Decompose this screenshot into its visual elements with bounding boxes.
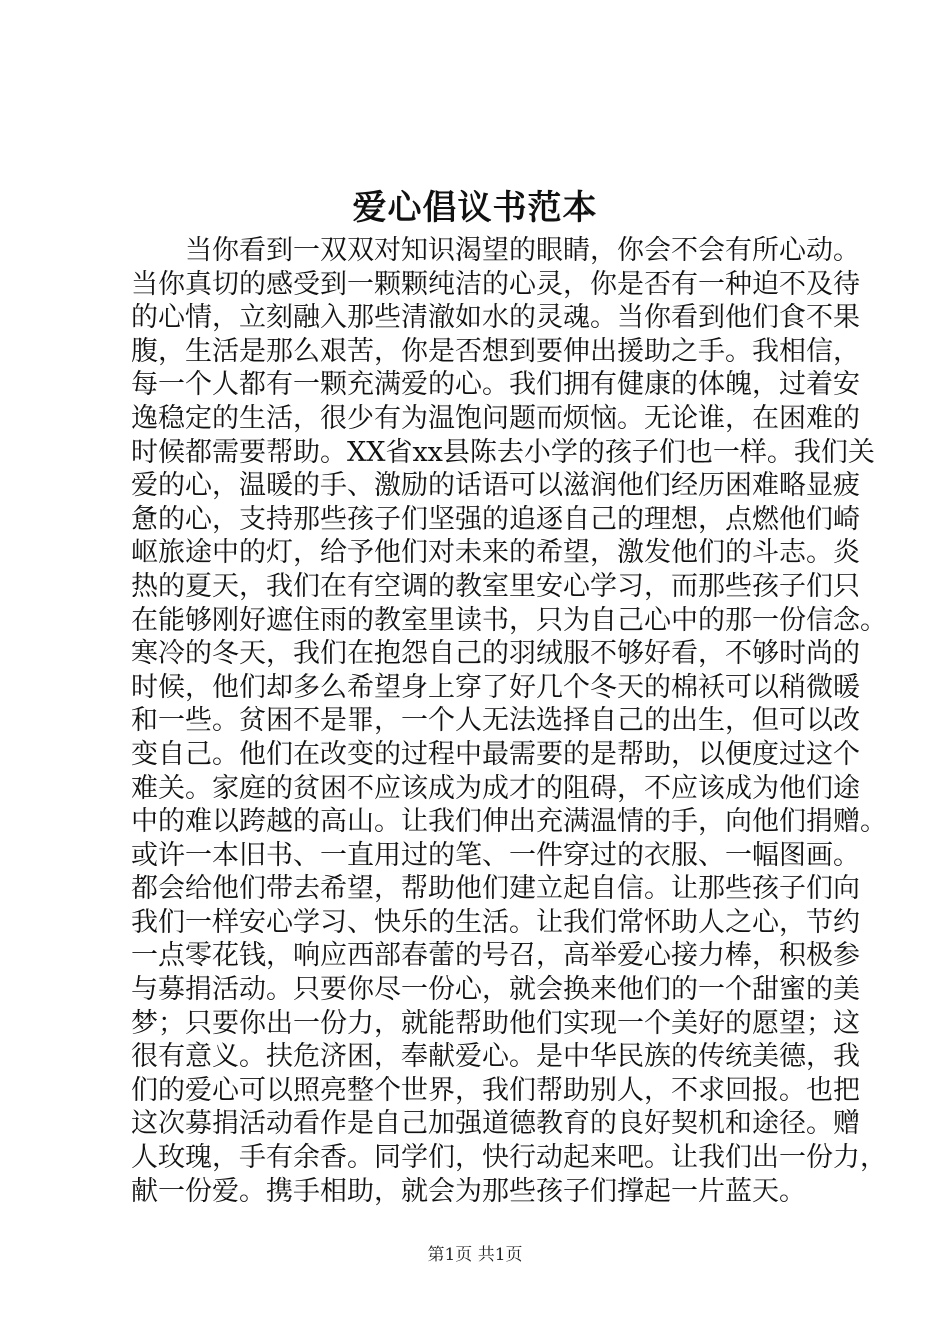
body-line: 当你看到一双双对知识渴望的眼睛，你会不会有所心动。 bbox=[185, 235, 860, 266]
body-line: 热的夏天，我们在有空调的教室里安心学习，而那些孩子们只 bbox=[131, 570, 860, 602]
body-line: 当你真切的感受到一颗颗纯洁的心灵，你是否有一种迫不及待 bbox=[131, 268, 860, 300]
body-line: 我们一样安心学习、快乐的生活。让我们常怀助人之心，节约 bbox=[131, 906, 860, 938]
body-line: 中的难以跨越的高山。让我们伸出充满温情的手，向他们捐赠。 bbox=[131, 806, 887, 838]
body-line: 献一份爱。携手相助，就会为那些孩子们撑起一片蓝天。 bbox=[131, 1175, 806, 1207]
page-number-footer: 第1页 共1页 bbox=[427, 1245, 523, 1265]
body-line: 这次募捐活动看作是自己加强道德教育的良好契机和途径。赠 bbox=[131, 1108, 860, 1140]
body-line: 的心情，立刻融入那些清澈如水的灵魂。当你看到他们食不果 bbox=[131, 302, 860, 334]
document-title: 爱心倡议书范本 bbox=[352, 188, 598, 228]
body-line: 时候，他们却多么希望身上穿了好几个冬天的棉袄可以稍微暖 bbox=[131, 671, 860, 703]
body-line: 和一些。贫困不是罪，一个人无法选择自己的出生，但可以改 bbox=[131, 705, 860, 737]
body-line: 们的爱心可以照亮整个世界，我们帮助别人，不求回报。也把 bbox=[131, 1074, 860, 1106]
body-line: 时候都需要帮助。XX省xx县陈去小学的孩子们也一样。我们关 bbox=[131, 436, 875, 468]
body-line: 与募捐活动。只要你尽一份心，就会换来他们的一个甜蜜的美 bbox=[131, 974, 860, 1006]
body-line: 逸稳定的生活，很少有为温饱问题而烦恼。无论谁，在困难的 bbox=[131, 402, 860, 434]
body-line: 人玫瑰，手有余香。同学们，快行动起来吧。让我们出一份力， bbox=[131, 1142, 887, 1174]
body-line: 难关。家庭的贫困不应该成为成才的阻碍，不应该成为他们途 bbox=[131, 772, 860, 804]
body-line: 惫的心，支持那些孩子们坚强的追逐自己的理想，点燃他们崎 bbox=[131, 503, 860, 535]
body-line: 腹，生活是那么艰苦，你是否想到要伸出援助之手。我相信， bbox=[131, 335, 860, 367]
body-line: 岖旅途中的灯，给予他们对未来的希望，激发他们的斗志。炎 bbox=[131, 537, 860, 569]
body-line: 每一个人都有一颗充满爱的心。我们拥有健康的体魄，过着安 bbox=[131, 369, 860, 401]
body-line: 在能够刚好遮住雨的教室里读书，只为自己心中的那一份信念。 bbox=[131, 604, 887, 636]
document-body bbox=[131, 234, 887, 1208]
body-line: 变自己。他们在改变的过程中最需要的是帮助，以便度过这个 bbox=[131, 738, 860, 770]
body-line: 都会给他们带去希望，帮助他们建立起自信。让那些孩子们向 bbox=[131, 873, 860, 905]
body-line: 寒冷的冬天，我们在抱怨自己的羽绒服不够好看，不够时尚的 bbox=[131, 638, 860, 670]
body-line: 很有意义。扶危济困，奉献爱心。是中华民族的传统美德，我 bbox=[131, 1041, 860, 1073]
body-line: 爱的心，温暖的手、激励的话语可以滋润他们经历困难略显疲 bbox=[131, 470, 860, 502]
body-line: 一点零花钱，响应西部春蕾的号召，高举爱心接力棒，积极参 bbox=[131, 940, 860, 972]
body-line: 梦；只要你出一份力，就能帮助他们实现一个美好的愿望；这 bbox=[131, 1007, 860, 1039]
body-line: 或许一本旧书、一直用过的笔、一件穿过的衣服、一幅图画。 bbox=[131, 839, 860, 871]
